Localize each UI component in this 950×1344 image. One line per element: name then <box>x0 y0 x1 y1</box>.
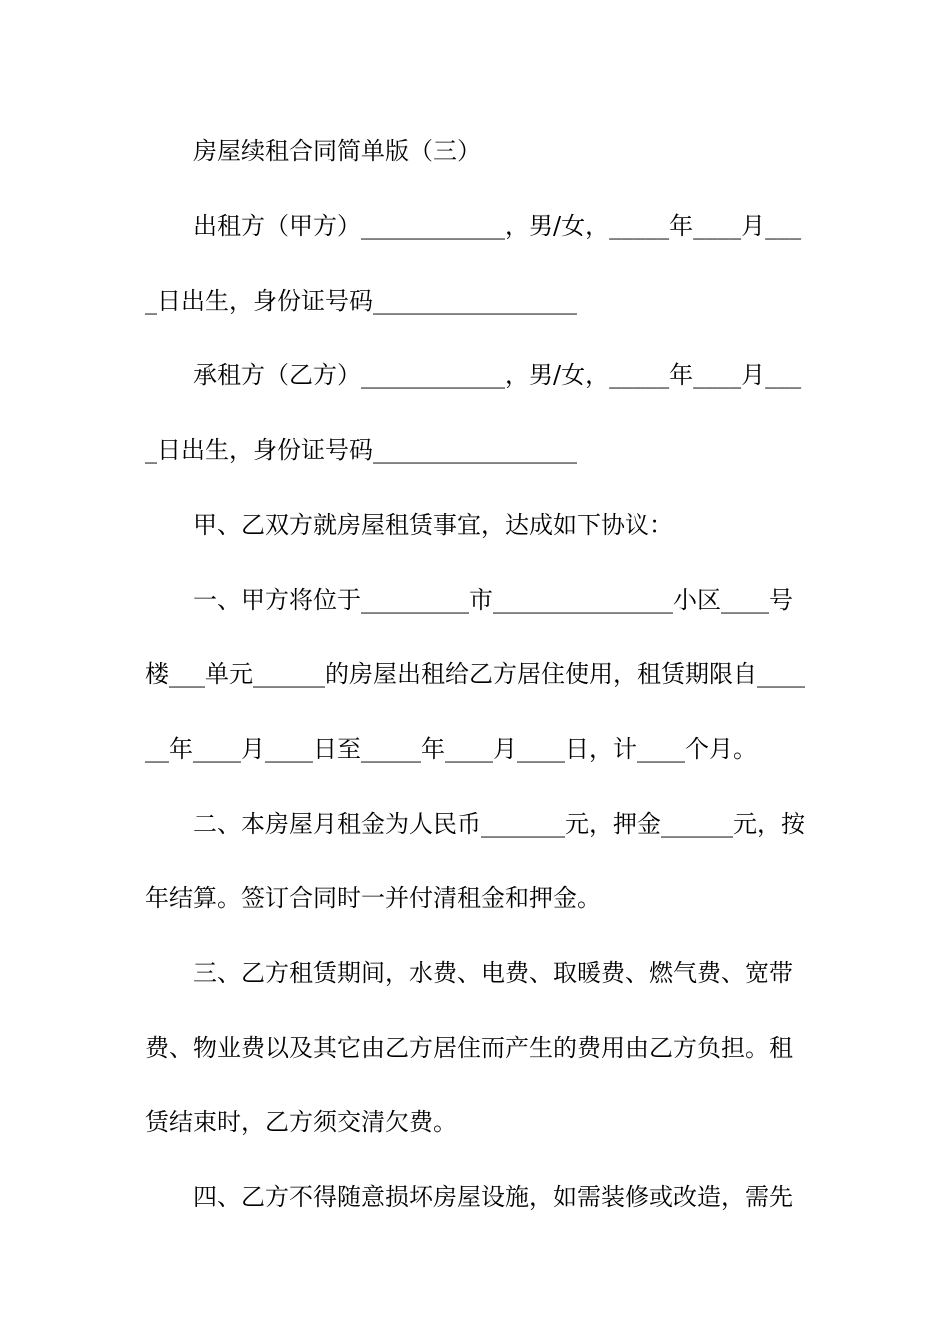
clause-4-line-1: 四、乙方不得随意损坏房屋设施，如需装修或改造，需先 <box>193 1183 793 1211</box>
clause-3-line-2: 费、物业费以及其它由乙方居住而产生的费用由乙方负担。租 <box>145 1034 793 1062</box>
document-title: 房屋续租合同简单版（三） <box>193 137 481 165</box>
clause-1-line-1: 一、甲方将位于_________市_______________小区____号 <box>193 586 793 614</box>
clause-2-line-1: 二、本房屋月租金为人民币_______元，押金______元，按 <box>193 810 805 838</box>
clause-1-line-3: __年____月____日至_____年____月____日，计____个月。 <box>145 735 757 763</box>
lessee-line-2: _日出生，身份证号码_________________ <box>145 436 577 464</box>
lessee-line-1: 承租方（乙方）____________，男/女，_____年____月___ <box>193 361 802 389</box>
clause-1-line-2: 楼___单元______的房屋出租给乙方居住使用，租赁期限自____ <box>145 660 805 688</box>
lessor-line-2: _日出生，身份证号码_________________ <box>145 287 577 315</box>
clause-2-line-2: 年结算。签订合同时一并付清租金和押金。 <box>145 884 601 912</box>
clause-3-line-3: 赁结束时，乙方须交清欠费。 <box>145 1108 457 1136</box>
agreement-intro: 甲、乙双方就房屋租赁事宜，达成如下协议： <box>193 511 673 539</box>
clause-3-line-1: 三、乙方租赁期间，水费、电费、取暖费、燃气费、宽带 <box>193 959 793 987</box>
lessor-line-1: 出租方（甲方）____________，男/女，_____年____月___ <box>193 212 802 240</box>
